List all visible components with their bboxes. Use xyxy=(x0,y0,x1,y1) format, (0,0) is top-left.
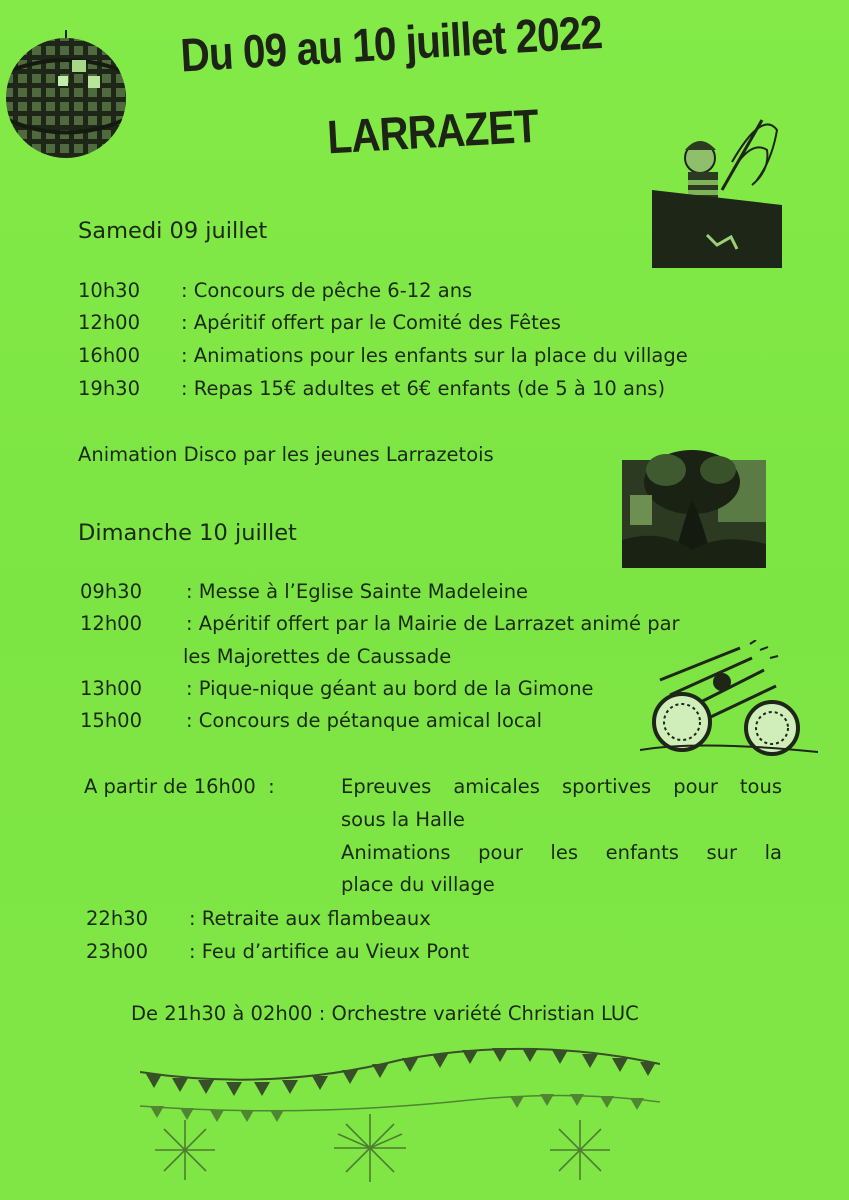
event-label: Feu d’artifice au Vieux Pont xyxy=(201,940,470,963)
event-time: 13h00 xyxy=(80,677,142,700)
sunday-event-2-continued: les Majorettes de Caussade xyxy=(183,645,452,668)
event-label: Animations pour les enfants sur la place du village xyxy=(193,344,688,367)
afternoon-time: A partir de 16h00 : xyxy=(84,775,275,798)
saturday-note: Animation Disco par les jeunes Larrazetois xyxy=(78,443,494,466)
afternoon-item-2-line-2: place du village xyxy=(341,873,495,896)
sunday-event-4: 15h00 : Concours de pétanque amical local xyxy=(80,709,542,732)
saturday-event-2: 12h00 : Apéritif offert par le Comité des Fêtes xyxy=(78,311,561,334)
event-time: 19h30 xyxy=(78,377,140,400)
event-label: Pique-nique géant au bord de la Gimone xyxy=(198,677,594,700)
event-time: 16h00 xyxy=(78,344,140,367)
event-label: Repas 15€ adultes et 6€ enfants (de 5 à 10 ans) xyxy=(193,377,666,400)
afternoon-item-1-line-2: sous la Halle xyxy=(341,808,465,831)
petanque-balls-icon xyxy=(640,640,818,758)
disco-ball-icon xyxy=(2,30,130,170)
tree-icon xyxy=(622,440,766,568)
event-time: 22h30 xyxy=(86,907,148,930)
evening-event-1: 22h30 : Retraite aux flambeaux xyxy=(86,907,431,930)
sunday-heading: Dimanche 10 juillet xyxy=(78,520,297,546)
afternoon-time-label: A partir de 16h00 xyxy=(84,775,256,798)
title-date-range: Du 09 au 10 juillet 2022 xyxy=(179,4,604,82)
evening-event-2: 23h00 : Feu d’artifice au Vieux Pont xyxy=(86,940,470,963)
event-label: Concours de pétanque amical local xyxy=(198,709,542,732)
event-time: 23h00 xyxy=(86,940,148,963)
fireworks-icon xyxy=(140,1110,660,1185)
title-location: LARRAZET xyxy=(325,98,540,164)
event-time: 09h30 xyxy=(80,580,142,603)
title-block xyxy=(170,0,700,200)
sunday-event-3: 13h00 : Pique-nique géant au bord de la Gimone xyxy=(80,677,594,700)
sunday-event-2: 12h00 : Apéritif offert par la Mairie de Larrazet animé par xyxy=(80,612,680,635)
event-label: Concours de pêche 6-12 ans xyxy=(193,279,473,302)
event-time: 12h00 xyxy=(80,612,142,635)
event-label: Messe à l’Eglise Sainte Madeleine xyxy=(198,580,529,603)
fishing-boy-icon xyxy=(652,110,782,268)
event-label: Apéritif offert par le Comité des Fêtes xyxy=(193,311,561,334)
sunday-event-1: 09h30 : Messe à l’Eglise Sainte Madeleine xyxy=(80,580,529,603)
saturday-heading: Samedi 09 juillet xyxy=(78,218,268,244)
afternoon-item-2-line-1: Animations pour les enfants sur la xyxy=(341,841,782,864)
saturday-event-1: 10h30 : Concours de pêche 6-12 ans xyxy=(78,279,473,302)
saturday-event-3: 16h00 : Animations pour les enfants sur la place du village xyxy=(78,344,688,367)
event-label: Retraite aux flambeaux xyxy=(201,907,431,930)
event-time: 15h00 xyxy=(80,709,142,732)
event-label: Apéritif offert par la Mairie de Larrazet animé par xyxy=(198,612,680,635)
event-time: 10h30 xyxy=(78,279,140,302)
event-time: 12h00 xyxy=(78,311,140,334)
saturday-event-4: 19h30 : Repas 15€ adultes et 6€ enfants (de 5 à 10 ans) xyxy=(78,377,666,400)
afternoon-item-1-line-1: Epreuves amicales sportives pour tous xyxy=(341,775,782,798)
orchestra-line: De 21h30 à 02h00 : Orchestre variété Christian LUC xyxy=(131,1002,639,1025)
